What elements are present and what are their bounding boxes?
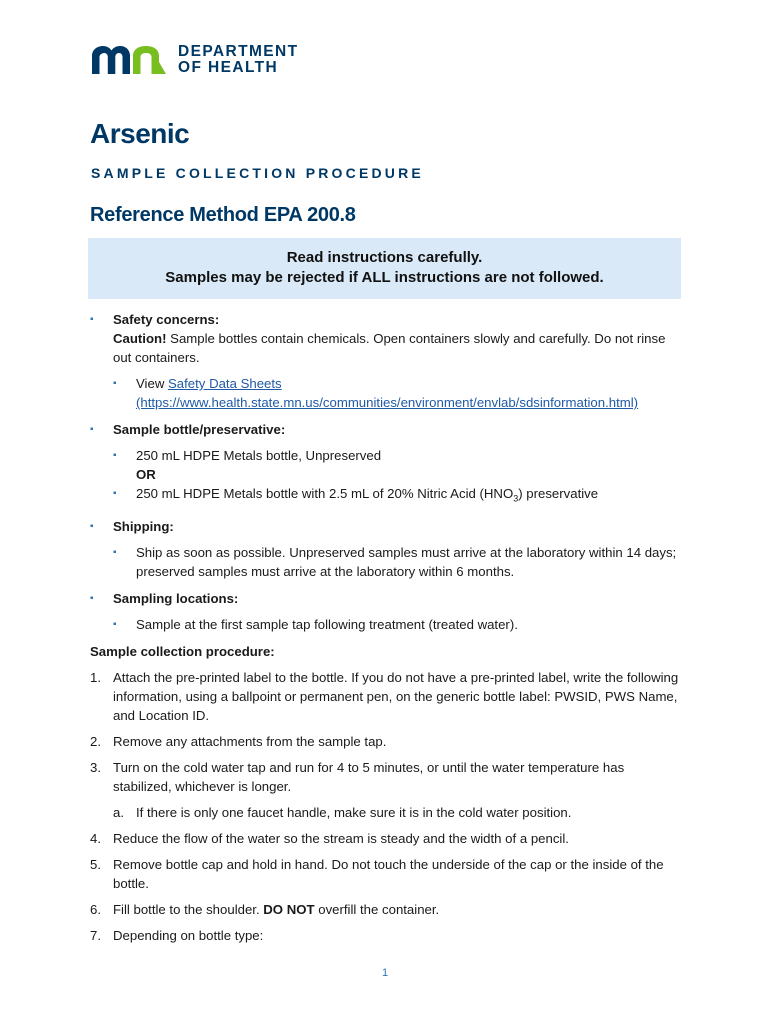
sds-view-text: View [136, 376, 169, 391]
step-text: Remove bottle cap and hold in hand. Do not touch the underside of the cap or the inside of the bottle. [113, 856, 664, 891]
bottle-option-1 [90, 446, 680, 465]
sds-item [90, 374, 680, 412]
step-text: Turn on the cold water tap and run for 4 to 5 minutes, or until the water temperature has stabilized, whichever is longer. [113, 759, 625, 794]
substep-text: If there is only one faucet handle, make sure it is in the cold water position. [136, 804, 572, 820]
shipping-item [90, 543, 680, 581]
sds-link[interactable]: Safety Data Sheets [168, 376, 282, 391]
step-number: 1. [90, 669, 101, 685]
square-bullet-icon: ▪ [90, 424, 94, 435]
square-bullet-icon: ▪ [90, 520, 94, 532]
shipping-text: Ship as soon as possible. Unpreserved samples must arrive at the laboratory within 14 days; preserved samples must arrive at the laboratory within 6 months. [136, 544, 677, 579]
logo-line-1: DEPARTMENT [178, 43, 299, 60]
notice-line-2: Samples may be rejected if ALL instructions are not followed. [165, 269, 604, 286]
logo-line-2: OF HEALTH [178, 59, 279, 76]
substep-letter: a. [113, 804, 124, 820]
mn-logo-icon [90, 44, 168, 76]
step-number: 7. [90, 927, 101, 943]
locations-item [90, 615, 680, 634]
safety-section [90, 310, 680, 412]
bottle-label: Sample bottle/preservative: [113, 422, 286, 437]
bottle-option-2-sub: 3 [513, 493, 519, 504]
step-text: Remove any attachments from the sample tap. [113, 733, 387, 749]
step-text: Attach the pre-printed label to the bottle. If you do not have a pre-printed label, write the following information, using a ballpoint or permanent pen, on the generic bottle label: PWSID, PWS Name, and Location ID. [113, 669, 679, 723]
sds-url-link[interactable]: (https://www.health.state.mn.us/communities/environment/envlab/sdsinformation.html) [136, 395, 639, 410]
notice-box [88, 238, 681, 299]
square-bullet-icon: ▪ [113, 546, 117, 558]
step-text-a: Fill bottle to the shoulder. [113, 901, 264, 917]
bottle-option-2-text-b: ) preservative [518, 486, 599, 501]
step-number: 3. [90, 759, 101, 775]
caution-label: Caution! [113, 331, 167, 346]
notice-line-1: Read instructions carefully. [286, 249, 483, 266]
step-text: Reduce the flow of the water so the stream is steady and the width of a pencil. [113, 830, 569, 846]
step-number: 6. [90, 901, 101, 917]
locations-text: Sample at the first sample tap following treatment (treated water). [136, 616, 518, 632]
mn-health-logo [90, 44, 299, 76]
bottle-option-2-text-a: 250 mL HDPE Metals bottle with 2.5 mL of 20% Nitric Acid (HNO [136, 486, 514, 501]
step-number: 2. [90, 733, 101, 749]
step-number: 4. [90, 830, 101, 846]
square-bullet-icon: ▪ [113, 450, 117, 461]
procedure-step-7 [90, 926, 680, 945]
step-text-bold: DO NOT [263, 901, 315, 917]
procedure-step-1 [90, 668, 680, 725]
bottle-option-1-text: 250 mL HDPE Metals bottle, Unpreserved [136, 448, 382, 463]
square-bullet-icon: ▪ [113, 618, 117, 630]
step-number: 5. [90, 856, 101, 872]
square-bullet-icon: ▪ [113, 378, 117, 389]
page-subtitle: SAMPLE COLLECTION PROCEDURE [91, 165, 424, 181]
safety-label: Safety concerns: [113, 312, 220, 327]
caution-text: Sample bottles contain chemicals. Open containers slowly and carefully. Do not rinse out containers. [113, 331, 666, 365]
bottle-option-2 [90, 484, 680, 509]
procedure-step-6 [90, 900, 680, 919]
page-number: 1 [381, 967, 389, 979]
page-title: Arsenic [90, 118, 190, 149]
procedure-step-4 [90, 829, 680, 848]
square-bullet-icon: ▪ [113, 488, 117, 499]
method-heading: Reference Method EPA 200.8 [90, 204, 356, 226]
square-bullet-icon: ▪ [90, 314, 94, 325]
procedure-heading: Sample collection procedure: [90, 643, 275, 659]
locations-section [90, 589, 680, 634]
procedure-step-3 [90, 758, 680, 822]
step-text: Depending on bottle type: [113, 927, 264, 943]
bottle-or: OR [136, 467, 156, 482]
document-body [90, 310, 680, 952]
procedure-step-5 [90, 855, 680, 893]
shipping-label: Shipping: [113, 518, 174, 534]
locations-label: Sampling locations: [113, 590, 239, 606]
logo-text [178, 44, 299, 76]
procedure-step-3a [90, 803, 680, 822]
bottle-section [90, 420, 680, 509]
shipping-section [90, 517, 680, 581]
square-bullet-icon: ▪ [90, 592, 94, 604]
safety-caution [113, 329, 680, 367]
procedure-step-2 [90, 732, 680, 751]
step-text-b: overfill the container. [314, 901, 440, 917]
